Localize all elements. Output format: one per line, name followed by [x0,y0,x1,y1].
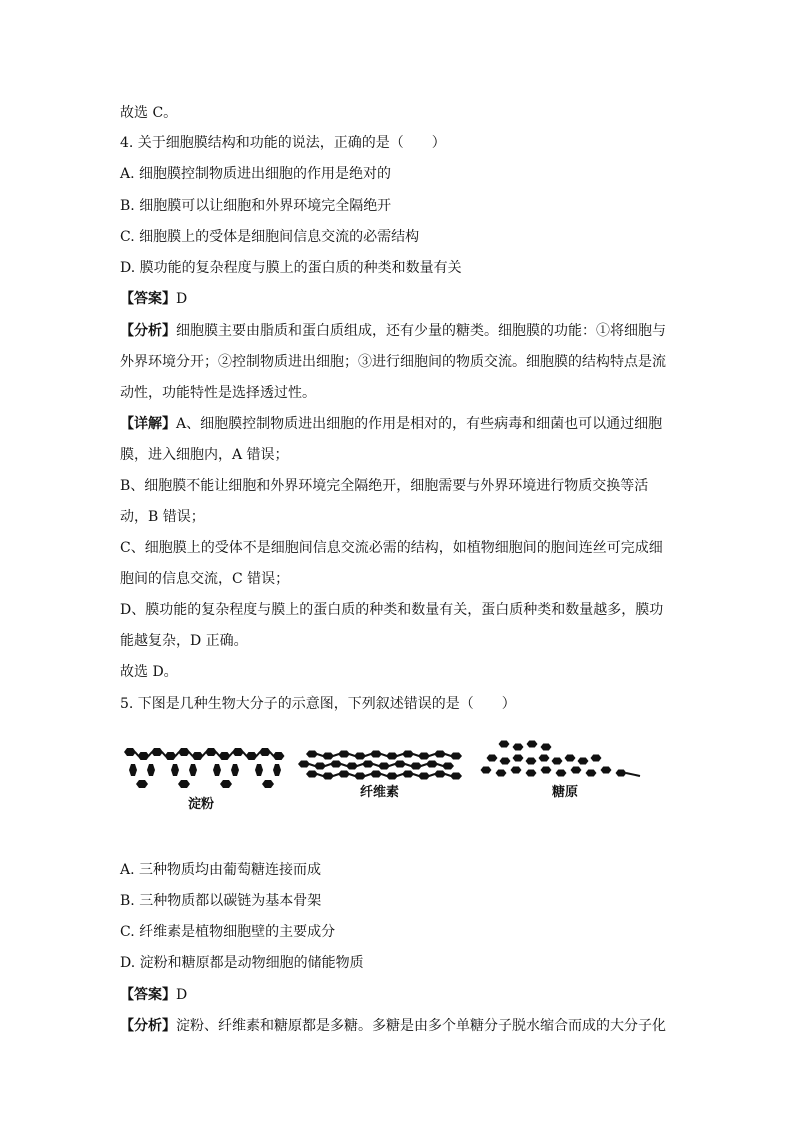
glucose-unit [354,753,366,760]
glucose-unit [314,763,326,770]
glucose-unit [189,764,197,776]
starch-structure [124,748,285,788]
glucose-unit [442,763,454,770]
answer-value: D [176,987,188,1003]
question-4-detail-3: B、细胞膜不能让细胞和外界环境完全隔绝开，细胞需要与外界环境进行物质交换等活 [120,478,649,494]
conclusion-line: 故选 C。 [120,105,178,121]
glycosidic-bond [230,752,234,756]
glycosidic-bond [429,774,435,776]
glucose-unit [338,751,350,758]
question-4-analysis-2: 外界环境分开；②控制物质进出细胞；③进行细胞间的物质交流。细胞膜的结构特点是流 [120,354,666,370]
glucose-unit [601,767,612,774]
glycosidic-bond [421,764,427,766]
glycosidic-bond [413,754,419,756]
glucose-unit [556,770,567,777]
glucose-unit [136,780,148,788]
glycosidic-bond [333,754,339,756]
question-5-analysis-1 [120,1016,666,1036]
glucose-unit [192,752,204,760]
glucose-unit [246,752,258,760]
question-5-option-d: D. 淀粉和糖原都是动物细胞的储能物质 [120,955,364,971]
glycosidic-bond [381,774,387,776]
glucose-unit [565,755,576,762]
glucose-unit [386,753,398,760]
glycosidic-bond [365,754,371,756]
glucose-unit [434,751,446,758]
glucose-unit [541,767,552,774]
glycosidic-bond [333,774,339,776]
glucose-unit [499,741,510,748]
glucose-unit [354,773,366,780]
glucose-unit [418,773,430,780]
glucose-unit [511,767,522,774]
glycosidic-bond [317,774,323,776]
detail-tag: 【详解】 [120,416,176,432]
glucose-unit [213,764,221,776]
glucose-unit [370,771,382,778]
glucose-unit [322,773,334,780]
glucose-unit [500,758,511,765]
glucose-unit [219,752,231,760]
glucose-unit [205,748,217,756]
glucose-unit [450,753,462,760]
glucose-unit [539,755,550,762]
glycosidic-bond [270,752,274,756]
glucose-unit [346,763,358,770]
glucose-unit [434,771,446,778]
question-5-option-b: B. 三种物质都以碳链为基本骨架 [120,893,322,909]
glucose-unit [298,761,310,768]
glucose-unit [386,773,398,780]
glucose-unit [178,748,190,756]
glycosidic-bond [373,764,379,766]
glycosidic-bond [135,752,139,756]
detail-text: A、细胞膜控制物质进出细胞的作用是相对的，有些病毒和细菌也可以通过细胞 [176,416,663,432]
glucose-unit [410,763,422,770]
glucose-unit [171,764,179,776]
question-4-conclusion: 故选 D。 [120,664,178,680]
glycosidic-bond [257,752,261,756]
glucose-unit [259,748,271,756]
question-4-analysis-1 [120,321,666,341]
question-5-answer [120,985,187,1005]
glucose-unit [231,764,239,776]
glycosidic-bond [216,752,220,756]
glycosidic-bond [341,764,347,766]
answer-tag: 【答案】 [120,987,176,1003]
glycosidic-bond [445,754,451,756]
glucose-unit [487,755,498,762]
glucose-unit [255,764,263,776]
glucose-unit [362,761,374,768]
glycosidic-bond [325,764,331,766]
question-4-stem: 4. 关于细胞膜结构和功能的说法，正确的是（ ） [120,135,446,151]
glucose-unit [616,770,627,777]
glucose-unit [552,758,563,765]
glycosidic-bond [365,774,371,776]
glucose-unit [426,761,438,768]
analysis-text: 淀粉、纤维素和糖原都是多糖。多糖是由多个单糖分子脱水缩合而成的大分子化 [176,1018,666,1034]
glucose-unit [273,764,281,776]
glucose-unit [147,764,155,776]
glucose-unit [178,780,190,788]
glucose-unit [571,767,582,774]
cellulose-label: 纤维素 [360,785,400,800]
question-4-option-b: B. 细胞膜可以让细胞和外界环境完全隔绝开 [120,198,392,214]
question-4-detail-5: C、细胞膜上的受体不是细胞间信息交流必需的结构，如植物细胞间的胞间连丝可完成细 [120,540,663,556]
glucose-unit [306,751,318,758]
glycosidic-bond [413,774,419,776]
glucose-unit [591,755,602,762]
glucose-unit [526,758,537,765]
glucose-unit [322,753,334,760]
question-4-detail-6: 胞间的信息交流，C 错误； [120,571,290,587]
glycosidic-bond [397,774,403,776]
glycosidic-bond [405,764,411,766]
glucose-unit [402,771,414,778]
question-4-detail-8: 能越复杂，D 正确。 [120,633,248,649]
glycosidic-bond [349,774,355,776]
question-5-option-a: A. 三种物质均由葡萄糖连接而成 [120,862,322,878]
glucose-unit [306,771,318,778]
glucose-unit [513,744,524,751]
glycosidic-bond [429,754,435,756]
starch-label: 淀粉 [188,797,215,812]
glucose-unit [578,758,589,765]
glucose-unit [394,761,406,768]
glucose-unit [378,763,390,770]
glycosidic-bond [176,752,180,756]
question-4-detail-2: 膜，进入细胞内，A 错误； [120,447,289,463]
glucose-unit [262,780,274,788]
polysaccharide-diagram [120,732,650,822]
glucose-unit [330,761,342,768]
glucose-unit [220,780,232,788]
cellulose-structure [298,751,462,780]
question-5-stem: 5. 下图是几种生物大分子的示意图，下列叙述错误的是（ ） [120,696,516,712]
glycosidic-bond [397,754,403,756]
glycogen-label: 糖原 [552,785,579,800]
glycosidic-bond [203,752,207,756]
glucose-unit [418,753,430,760]
question-4-option-d: D. 膜功能的复杂程度与膜上的蛋白质的种类和数量有关 [120,260,462,276]
question-4-answer [120,289,187,309]
glucose-unit [513,755,524,762]
glucose-unit [526,770,537,777]
question-4-analysis-3: 动性，功能特性是选择透过性。 [120,385,316,401]
question-4-detail-7: D、膜功能的复杂程度与膜上的蛋白质的种类和数量有关，蛋白质种类和数量越多，膜功 [120,602,664,618]
glycosidic-bond [317,754,323,756]
answer-tag: 【答案】 [120,291,176,307]
glycosidic-bond [626,773,640,776]
analysis-text: 细胞膜主要由脂质和蛋白质组成，还有少量的糖类。细胞膜的功能：①将细胞与 [176,323,666,339]
glucose-unit [232,748,244,756]
glycosidic-bond [437,764,443,766]
glycosidic-bond [309,764,315,766]
glucose-unit [124,748,136,756]
glucose-unit [541,744,552,751]
glycosidic-bond [162,752,166,756]
analysis-tag: 【分析】 [120,1018,176,1034]
glycogen-structure [481,741,641,777]
question-4-option-c: C. 细胞膜上的受体是细胞间信息交流的必需结构 [120,229,420,245]
question-4-detail-1 [120,414,662,434]
glucose-unit [273,752,285,760]
question-4-option-a: A. 细胞膜控制物质进出细胞的作用是绝对的 [120,166,392,182]
glycosidic-bond [189,752,193,756]
glucose-unit [129,764,137,776]
glucose-unit [481,767,492,774]
question-5-option-c: C. 纤维素是植物细胞壁的主要成分 [120,924,336,940]
glucose-unit [402,751,414,758]
analysis-tag: 【分析】 [120,323,176,339]
glucose-unit [151,748,163,756]
glycosidic-bond [389,764,395,766]
question-4-detail-4: 动，B 错误； [120,509,205,525]
glycosidic-bond [149,752,153,756]
glycosidic-bond [243,752,247,756]
glucose-unit [138,752,150,760]
glucose-unit [338,771,350,778]
glucose-unit [165,752,177,760]
glucose-unit [527,741,538,748]
answer-value: D [176,291,188,307]
glycosidic-bond [357,764,363,766]
glucose-unit [370,751,382,758]
glycosidic-bond [349,754,355,756]
glucose-unit [586,770,597,777]
glucose-unit [496,770,507,777]
glycosidic-bond [381,754,387,756]
glycosidic-bond [445,774,451,776]
glucose-unit [450,773,462,780]
